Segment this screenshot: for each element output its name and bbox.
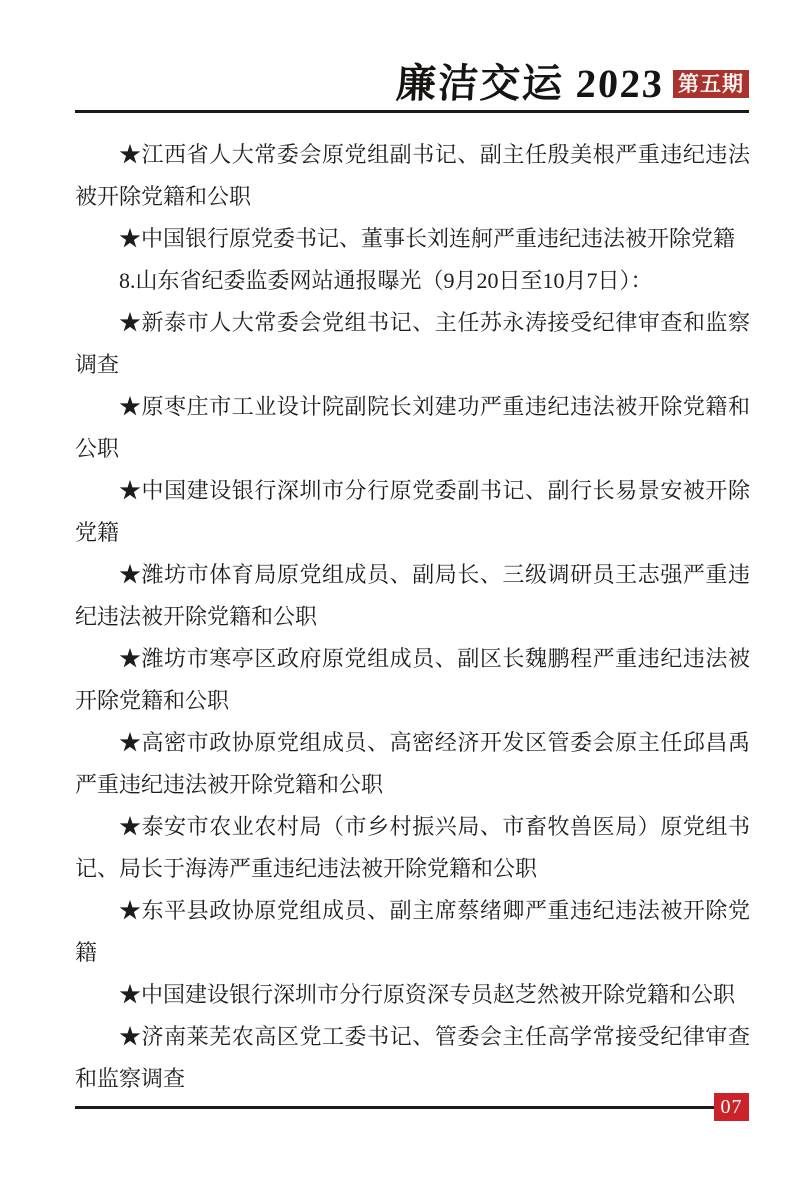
header-rule bbox=[75, 110, 749, 113]
page-header bbox=[75, 62, 749, 106]
report-item: ★泰安市农业农村局（市乡村振兴局、市畜牧兽医局）原党组书记、局长于海涛严重违纪违法被开除党籍和公职 bbox=[75, 814, 750, 881]
report-item: ★东平县政协原党组成员、副主席蔡绪卿严重违纪违法被开除党籍 bbox=[75, 898, 750, 965]
report-item: ★原枣庄市工业设计院副院长刘建功严重违纪违法被开除党籍和公职 bbox=[75, 394, 750, 461]
section-heading: 8.山东省纪委监委网站通报曝光（9月20日至10月7日）： bbox=[119, 268, 653, 293]
report-item: ★新泰市人大常委会党组书记、主任苏永涛接受纪律审查和监察调查 bbox=[75, 310, 750, 377]
report-item: ★江西省人大常委会原党组副书记、副主任殷美根严重违纪违法被开除党籍和公职 bbox=[75, 142, 750, 209]
report-item: ★中国银行原党委书记、董事长刘连舸严重违纪违法被开除党籍 bbox=[119, 226, 736, 251]
report-item: ★潍坊市寒亭区政府原党组成员、副区长魏鹏程严重违纪违法被开除党籍和公职 bbox=[75, 646, 750, 713]
report-item: ★济南莱芜农高区党工委书记、管委会主任高学常接受纪律审查和监察调查 bbox=[75, 1024, 750, 1091]
report-item: ★中国建设银行深圳市分行原党委副书记、副行长易景安被开除党籍 bbox=[75, 478, 750, 545]
issue-badge: 第五期 bbox=[673, 70, 749, 98]
masthead-title: 廉洁交运 2023 bbox=[394, 61, 666, 106]
page-number-badge: 07 bbox=[714, 1093, 749, 1121]
report-item: ★高密市政协原党组成员、高密经济开发区管委会原主任邱昌禹严重违纪违法被开除党籍和公职 bbox=[75, 730, 750, 797]
report-item: ★中国建设银行深圳市分行原资深专员赵芝然被开除党籍和公职 bbox=[119, 982, 736, 1007]
footer-rule bbox=[75, 1106, 714, 1109]
report-body bbox=[75, 134, 750, 1100]
report-item: ★潍坊市体育局原党组成员、副局长、三级调研员王志强严重违纪违法被开除党籍和公职 bbox=[75, 562, 750, 629]
